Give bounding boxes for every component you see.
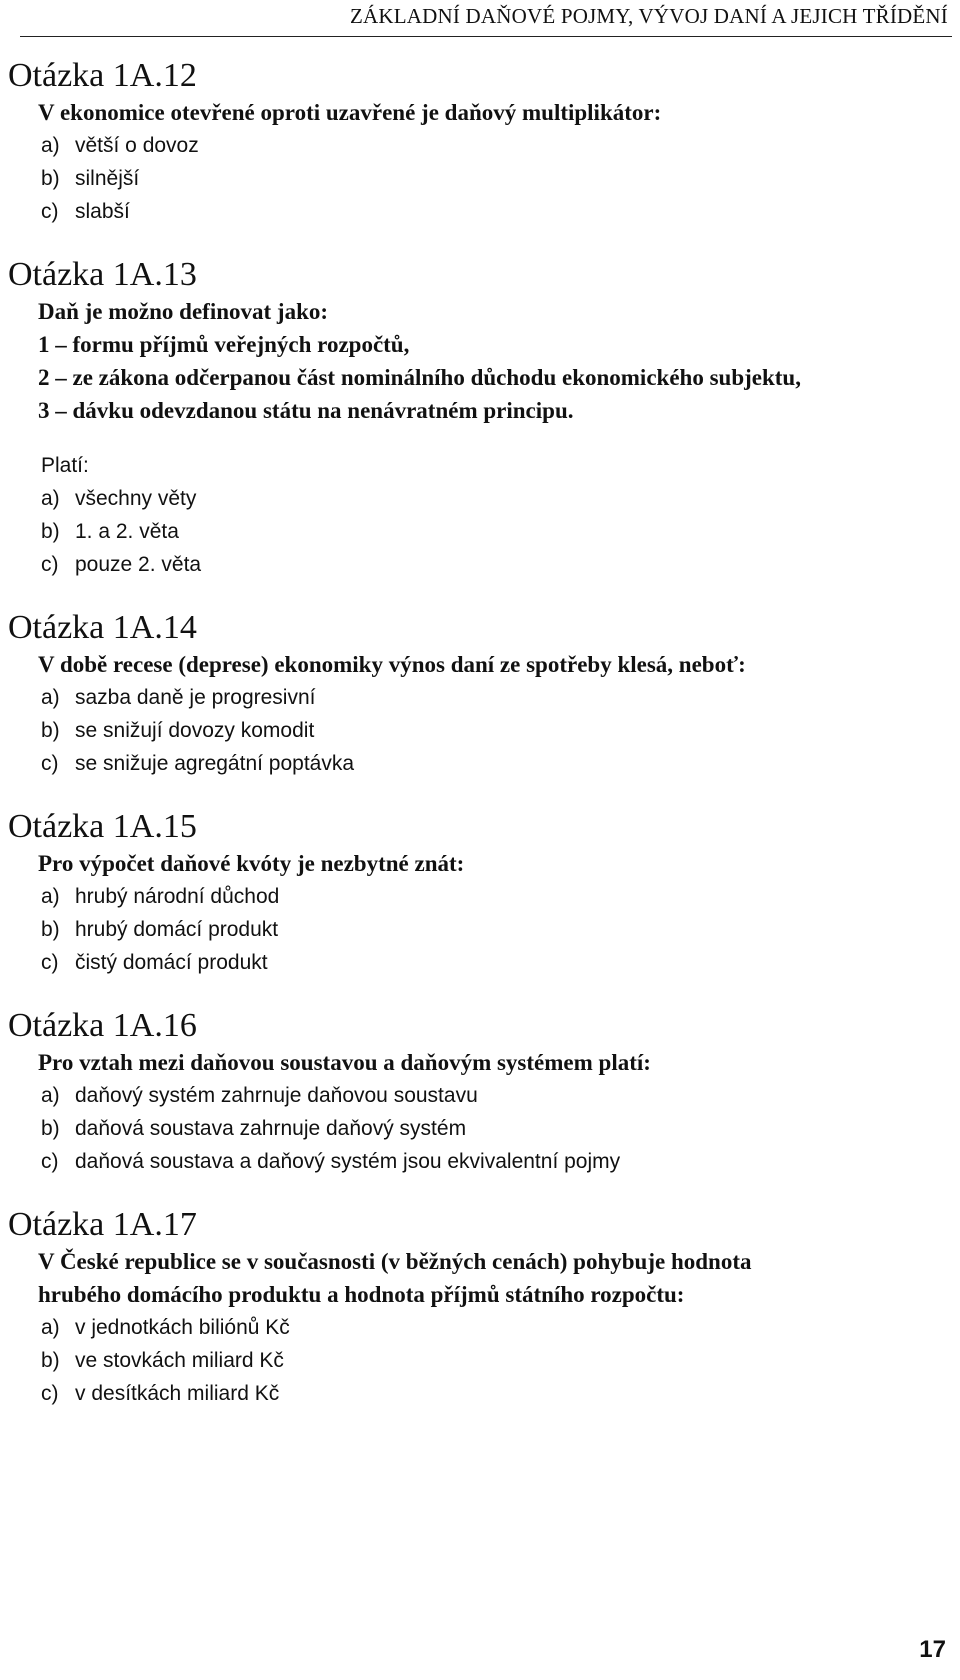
option-label: a) <box>41 1316 60 1339</box>
option-text: hrubý domácí produkt <box>75 918 279 941</box>
question-text-line: Daň je možno definovat jako: <box>38 299 329 324</box>
option-text: v jednotkách biliónů Kč <box>75 1316 290 1339</box>
answer-option-a <box>41 129 948 162</box>
question-1a15 <box>8 807 948 979</box>
option-label: b) <box>41 719 60 742</box>
answer-option-c <box>41 1145 948 1178</box>
answer-option-b <box>41 1344 948 1377</box>
option-label: b) <box>41 1349 60 1372</box>
option-label: c) <box>41 752 59 775</box>
answer-option-a <box>41 1079 948 1112</box>
option-text: silnější <box>75 167 140 190</box>
answer-option-c <box>41 548 948 581</box>
question-text <box>38 648 948 681</box>
question-text <box>38 96 948 129</box>
answer-option-c <box>41 946 948 979</box>
option-text: větší o dovoz <box>75 134 199 157</box>
question-title: Otázka 1A.14 <box>8 609 197 646</box>
option-label: c) <box>41 951 59 974</box>
option-label: b) <box>41 1117 60 1140</box>
option-label: c) <box>41 1150 59 1173</box>
option-text: se snižují dovozy komodit <box>75 719 315 742</box>
option-text: ve stovkách miliard Kč <box>75 1349 284 1372</box>
question-1a12 <box>8 56 948 228</box>
question-list <box>8 56 948 1437</box>
question-text-line: V České republice se v současnosti (v běžných cenách) pohybuje hodnota <box>38 1249 752 1274</box>
answer-option-b <box>41 162 948 195</box>
question-text-line: V ekonomice otevřené oproti uzavřené je daňový multiplikátor: <box>38 100 662 125</box>
question-text <box>38 1046 948 1079</box>
answer-option-b <box>41 515 948 548</box>
question-title: Otázka 1A.17 <box>8 1206 197 1243</box>
answer-option-c <box>41 195 948 228</box>
question-text <box>38 847 948 880</box>
page-number: 17 <box>919 1636 946 1663</box>
option-label: b) <box>41 167 60 190</box>
option-label: b) <box>41 520 60 543</box>
answer-option-c <box>41 747 948 780</box>
question-text-line: hrubého domácího produktu a hodnota příjmů státního rozpočtu: <box>38 1282 685 1307</box>
option-label: b) <box>41 918 60 941</box>
option-text: všechny věty <box>75 487 197 510</box>
option-label: c) <box>41 553 59 576</box>
option-label: a) <box>41 885 60 908</box>
option-text: hrubý národní důchod <box>75 885 280 908</box>
answer-option-b <box>41 714 948 747</box>
answer-option-a <box>41 482 948 515</box>
answer-option-a <box>41 880 948 913</box>
option-label: a) <box>41 134 60 157</box>
question-1a16 <box>8 1006 948 1178</box>
question-title: Otázka 1A.12 <box>8 57 197 94</box>
question-text-line: 1 – formu příjmů veřejných rozpočtů, <box>38 332 410 357</box>
question-text-line: 3 – dávku odevzdanou státu na nenávratném principu. <box>38 398 574 423</box>
question-text-line: Pro vztah mezi daňovou soustavou a daňovým systémem platí: <box>38 1050 651 1075</box>
question-title: Otázka 1A.15 <box>8 808 197 845</box>
running-header-title: ZÁKLADNÍ DAŇOVÉ POJMY, VÝVOJ DANÍ A JEJICH TŘÍDĚNÍ <box>349 4 948 28</box>
option-label: c) <box>41 200 59 223</box>
option-text: slabší <box>75 200 130 223</box>
answer-option-b <box>41 1112 948 1145</box>
question-text-line: 2 – ze zákona odčerpanou část nominálního důchodu ekonomického subjektu, <box>38 365 801 390</box>
option-label: c) <box>41 1382 59 1405</box>
option-text: v desítkách miliard Kč <box>75 1382 280 1405</box>
option-label: a) <box>41 1084 60 1107</box>
question-text <box>38 295 948 427</box>
question-1a14 <box>8 608 948 780</box>
question-title: Otázka 1A.13 <box>8 256 197 293</box>
option-text: daňový systém zahrnuje daňovou soustavu <box>75 1084 478 1107</box>
option-text: čistý domácí produkt <box>75 951 268 974</box>
option-text: pouze 2. věta <box>75 553 202 576</box>
option-label: a) <box>41 686 60 709</box>
question-prompt: Platí: <box>41 454 89 477</box>
running-header <box>20 0 952 37</box>
option-text: se snižuje agregátní poptávka <box>75 752 355 775</box>
option-text: sazba daně je progresivní <box>75 686 316 709</box>
question-text-line: V době recese (deprese) ekonomiky výnos daní ze spotřeby klesá, neboť: <box>38 652 746 677</box>
answer-option-b <box>41 913 948 946</box>
option-label: a) <box>41 487 60 510</box>
answer-option-c <box>41 1377 948 1410</box>
question-1a13 <box>8 255 948 581</box>
option-text: daňová soustava zahrnuje daňový systém <box>75 1117 467 1140</box>
option-text: daňová soustava a daňový systém jsou ekvivalentní pojmy <box>75 1150 621 1173</box>
question-text-line: Pro výpočet daňové kvóty je nezbytné znát: <box>38 851 465 876</box>
question-title: Otázka 1A.16 <box>8 1007 197 1044</box>
option-text: 1. a 2. věta <box>75 520 179 543</box>
question-1a17 <box>8 1205 948 1410</box>
question-text <box>38 1245 948 1311</box>
answer-option-a <box>41 681 948 714</box>
answer-option-a <box>41 1311 948 1344</box>
